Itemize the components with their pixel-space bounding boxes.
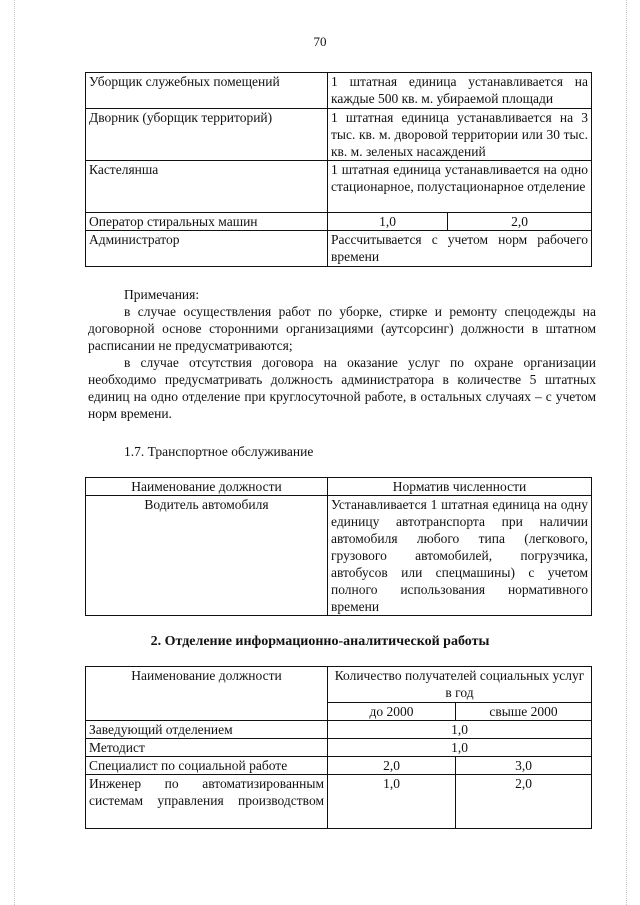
column-header: Норматив численности xyxy=(328,478,592,496)
table-row xyxy=(86,739,592,757)
column-header: Количество получателей социальных услуг в год xyxy=(328,667,592,703)
table-row xyxy=(86,73,592,109)
position-cell: Дворник (уборщик территорий) xyxy=(86,109,328,161)
column-subheader: свыше 2000 xyxy=(456,703,592,721)
page-number: 70 xyxy=(313,34,327,49)
notes-paragraph: в случае отсутствия договора на оказание услуг по охране организации необходимо предусматривать должность администратора в количестве 5 штатных единиц на одно отделение при круглосуточной работе, в остальных случаях – с учетом норм времени. xyxy=(88,355,596,421)
table-row xyxy=(86,775,592,829)
position-cell: Администратор xyxy=(86,231,328,267)
value-cell: 2,0 xyxy=(456,775,592,829)
table-row xyxy=(86,757,592,775)
table-row xyxy=(86,231,592,267)
notes-heading: Примечания: xyxy=(124,287,200,302)
table-row xyxy=(86,213,592,231)
table-row xyxy=(86,496,592,616)
transport-table xyxy=(85,477,592,616)
value-cell: 2,0 xyxy=(328,757,456,775)
value-cell: 3,0 xyxy=(456,757,592,775)
norm-cell: Рассчитывается с учетом норм рабочего времени xyxy=(328,231,592,267)
scan-edge-right xyxy=(626,0,628,905)
position-cell: Заведующий отделением xyxy=(86,721,328,739)
norm-cell: Устанавливается 1 штатная единица на одну единицу автотранспорта при наличии автомобиля любого типа (легкового, грузового автомобилей, погрузчика, автобусов или спецмашины) с учетом полного использования нормативного времени xyxy=(328,496,592,616)
notes-paragraph: в случае осуществления работ по уборке, стирке и ремонту спецодежды на договорной основе сторонними организациями (аутсорсинг) должности в штатном расписании не предусматриваются; xyxy=(88,304,596,353)
norm-cell: 1 штатная единица устанавливается на одно стационарное, полустационарное отделение xyxy=(328,161,592,213)
position-cell: Инженер по автоматизированным системам управления производством xyxy=(86,775,328,829)
value-cell: 2,0 xyxy=(448,213,592,231)
table-row xyxy=(86,161,592,213)
value-cell: 1,0 xyxy=(328,739,592,757)
position-cell: Водитель автомобиля xyxy=(86,496,328,616)
info-analytics-table xyxy=(85,666,592,829)
column-header: Наименование должности xyxy=(86,667,328,721)
table-row xyxy=(86,109,592,161)
table-header-row xyxy=(86,478,592,496)
staff-norms-table xyxy=(85,72,592,267)
section-title-info-analytics: 2. Отделение информационно-аналитической работы xyxy=(150,634,490,649)
notes-block xyxy=(88,286,596,422)
value-cell: 1,0 xyxy=(328,775,456,829)
value-cell: 1,0 xyxy=(328,721,592,739)
column-subheader: до 2000 xyxy=(328,703,456,721)
norm-cell: 1 штатная единица устанавливается на 3 тыс. кв. м. дворовой территории или 30 тыс. кв. м. зеленых насаждений xyxy=(328,109,592,161)
table-row xyxy=(86,721,592,739)
position-cell: Оператор стиральных машин xyxy=(86,213,328,231)
position-cell: Кастелянша xyxy=(86,161,328,213)
norm-cell: 1 штатная единица устанавливается на каждые 500 кв. м. убираемой площади xyxy=(328,73,592,109)
section-title-transport: 1.7. Транспортное обслуживание xyxy=(124,444,314,459)
value-cell: 1,0 xyxy=(328,213,448,231)
position-cell: Методист xyxy=(86,739,328,757)
table-header-row xyxy=(86,667,592,703)
scan-edge-left xyxy=(14,0,16,905)
position-cell: Уборщик служебных помещений xyxy=(86,73,328,109)
column-header: Наименование должности xyxy=(86,478,328,496)
position-cell: Специалист по социальной работе xyxy=(86,757,328,775)
